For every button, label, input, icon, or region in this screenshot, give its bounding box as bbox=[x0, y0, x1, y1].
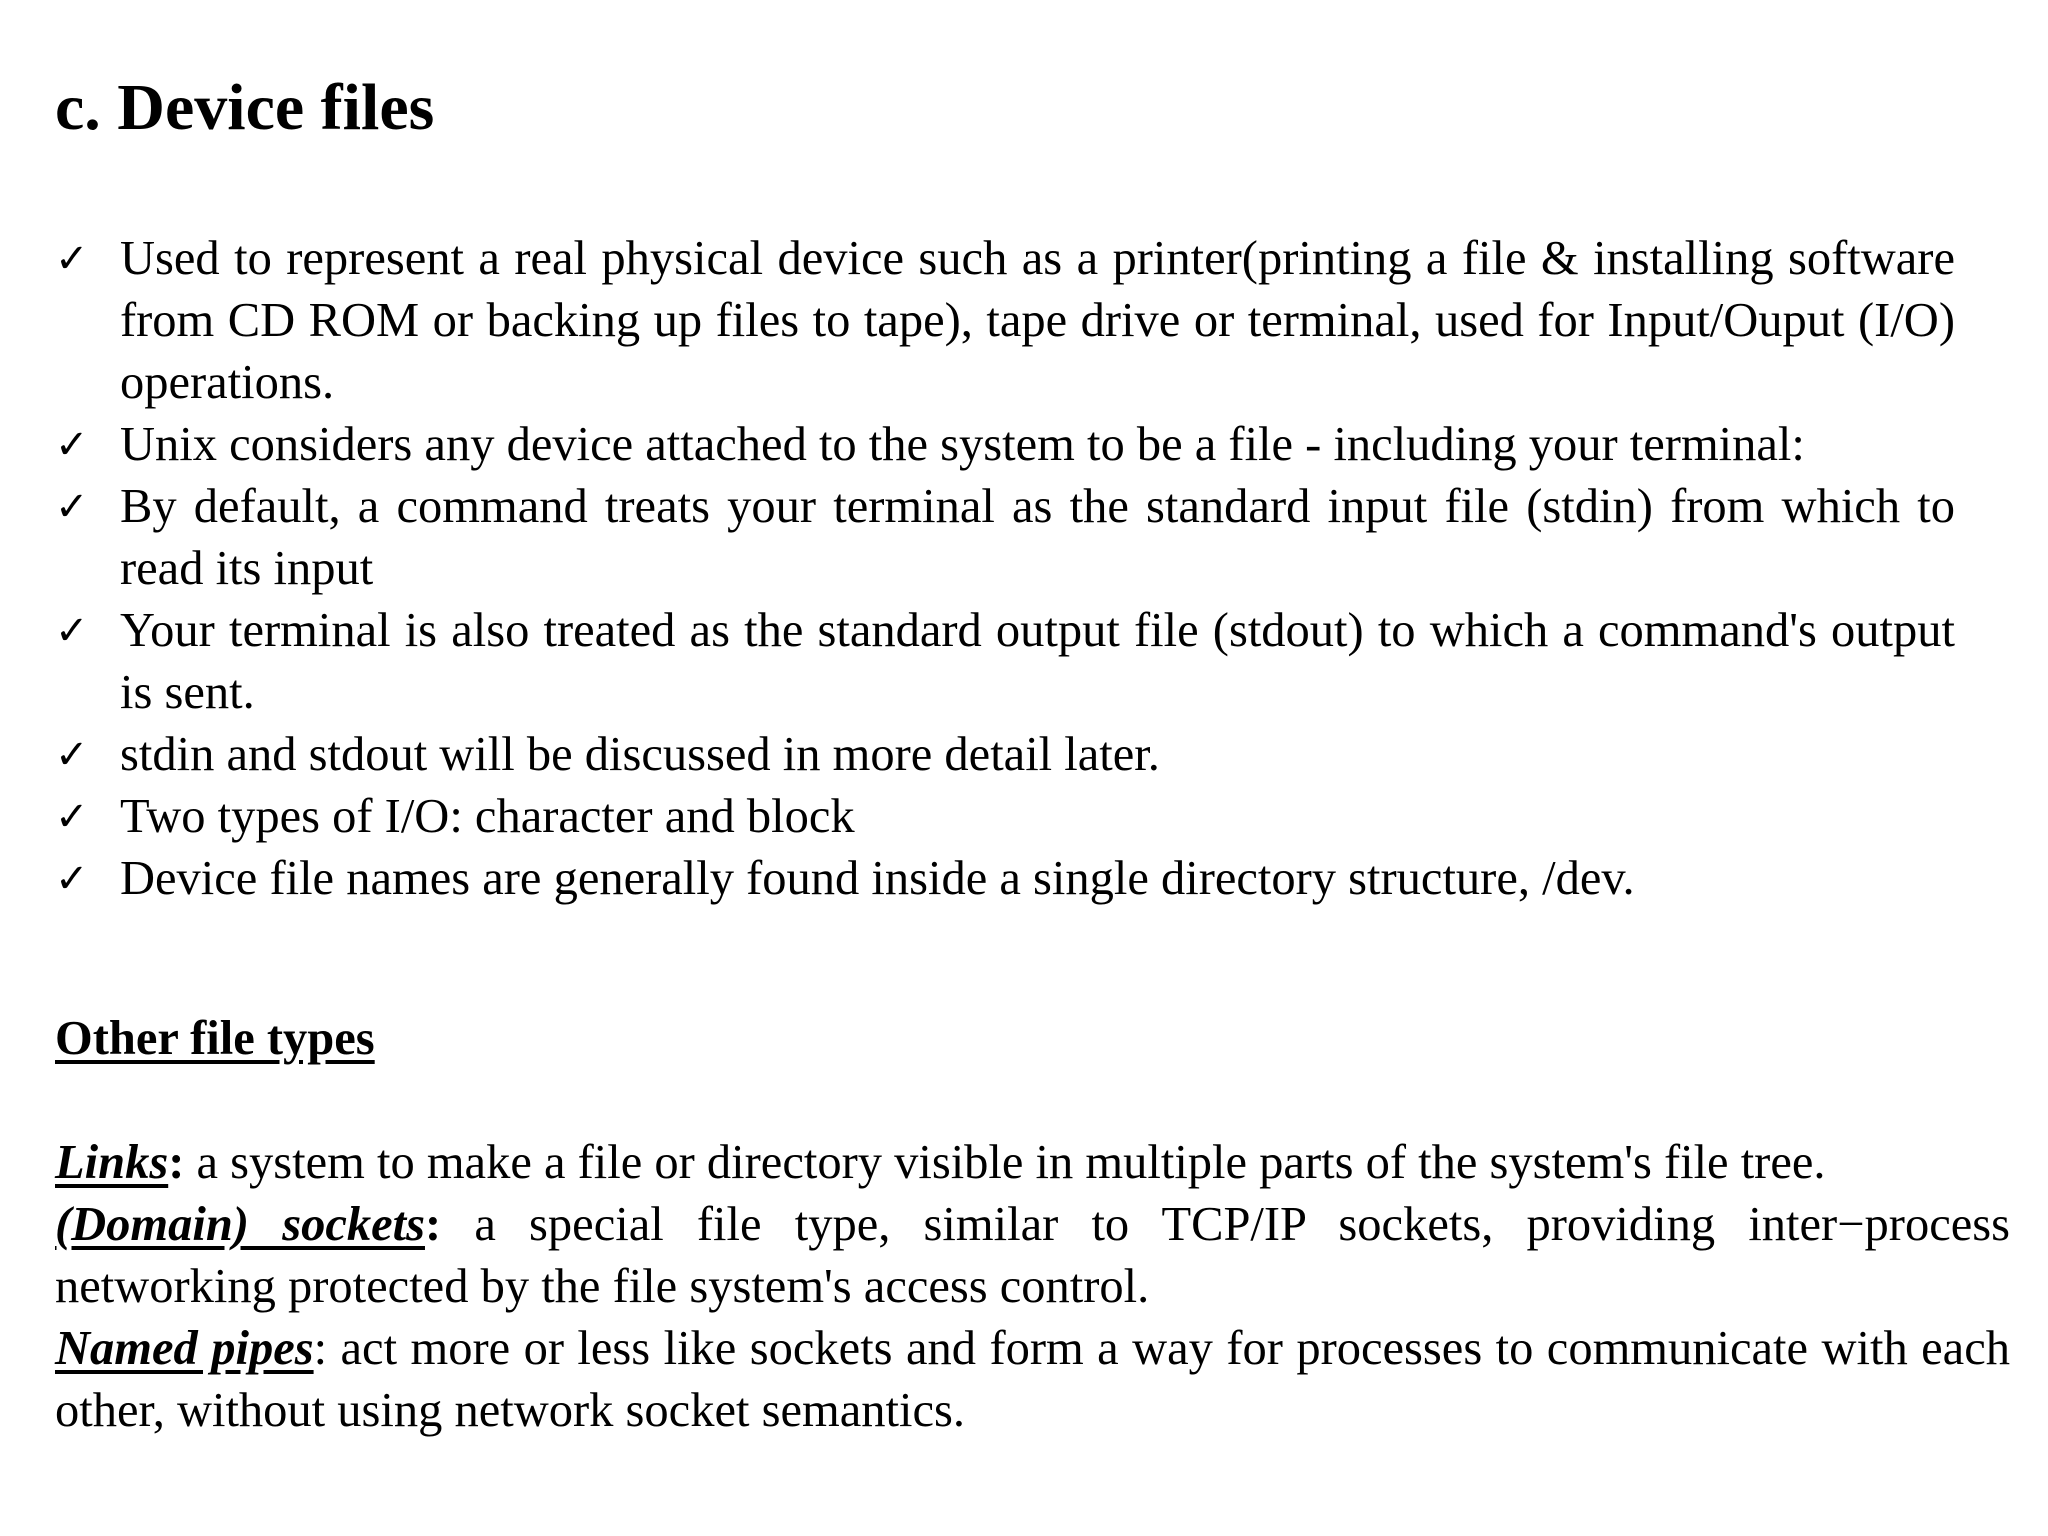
definition-named-pipes bbox=[55, 1318, 2010, 1442]
definition-text: a system to make a file or directory visible in multiple parts of the system's file tree. bbox=[184, 1136, 1826, 1189]
bullet-item bbox=[55, 414, 1955, 476]
definition-term: (Domain) sockets bbox=[55, 1198, 425, 1251]
bullet-text: Used to represent a real physical device such as a printer(printing a file & installing software from CD ROM or backing up files to tape), tape drive or terminal, used for Input/Ouput (I/O) operations. bbox=[120, 232, 1955, 409]
device-files-bullet-list bbox=[55, 228, 1955, 910]
definition-text: act more or less like sockets and form a way for processes to communicate with each other, without using network socket semantics. bbox=[55, 1322, 2010, 1437]
definition-term: Named pipes bbox=[55, 1322, 314, 1375]
definition-separator: : bbox=[313, 1322, 328, 1375]
definition-term: Links bbox=[55, 1136, 169, 1189]
bullet-text: Two types of I/O: character and block bbox=[120, 790, 855, 843]
check-mark-icon: ✓ bbox=[55, 422, 89, 468]
check-mark-icon: ✓ bbox=[55, 794, 89, 840]
bullet-text: Device file names are generally found inside a single directory structure, /dev. bbox=[120, 852, 1635, 905]
definition-separator: : bbox=[424, 1198, 442, 1251]
definition-domain-sockets bbox=[55, 1194, 2010, 1318]
check-mark-icon: ✓ bbox=[55, 732, 89, 778]
check-mark-icon: ✓ bbox=[55, 856, 89, 902]
check-mark-icon: ✓ bbox=[55, 608, 89, 654]
bullet-item bbox=[55, 724, 1955, 786]
other-file-types-definitions bbox=[55, 1132, 2010, 1442]
bullet-text: By default, a command treats your terminal as the standard input file (stdin) from which to read its input bbox=[120, 480, 1955, 595]
definition-text: a special file type, similar to TCP/IP sockets, providing inter−process networking protected by the file system's access control. bbox=[55, 1198, 2011, 1313]
bullet-item bbox=[55, 476, 1955, 600]
check-mark-icon: ✓ bbox=[55, 484, 89, 530]
other-file-types-heading: Other file types bbox=[55, 1012, 375, 1065]
bullet-text: stdin and stdout will be discussed in more detail later. bbox=[120, 728, 1160, 781]
page-title: c. Device files bbox=[55, 71, 435, 144]
bullet-item bbox=[55, 600, 1955, 724]
bullet-text: Your terminal is also treated as the standard output file (stdout) to which a command's output is sent. bbox=[120, 604, 1955, 719]
check-mark-icon: ✓ bbox=[55, 236, 89, 282]
bullet-text: Unix considers any device attached to the system to be a file - including your terminal: bbox=[120, 418, 1805, 471]
bullet-item bbox=[55, 848, 1955, 910]
bullet-item bbox=[55, 786, 1955, 848]
definition-links bbox=[55, 1132, 2010, 1194]
bullet-item bbox=[55, 228, 1955, 414]
definition-separator: : bbox=[168, 1136, 185, 1189]
